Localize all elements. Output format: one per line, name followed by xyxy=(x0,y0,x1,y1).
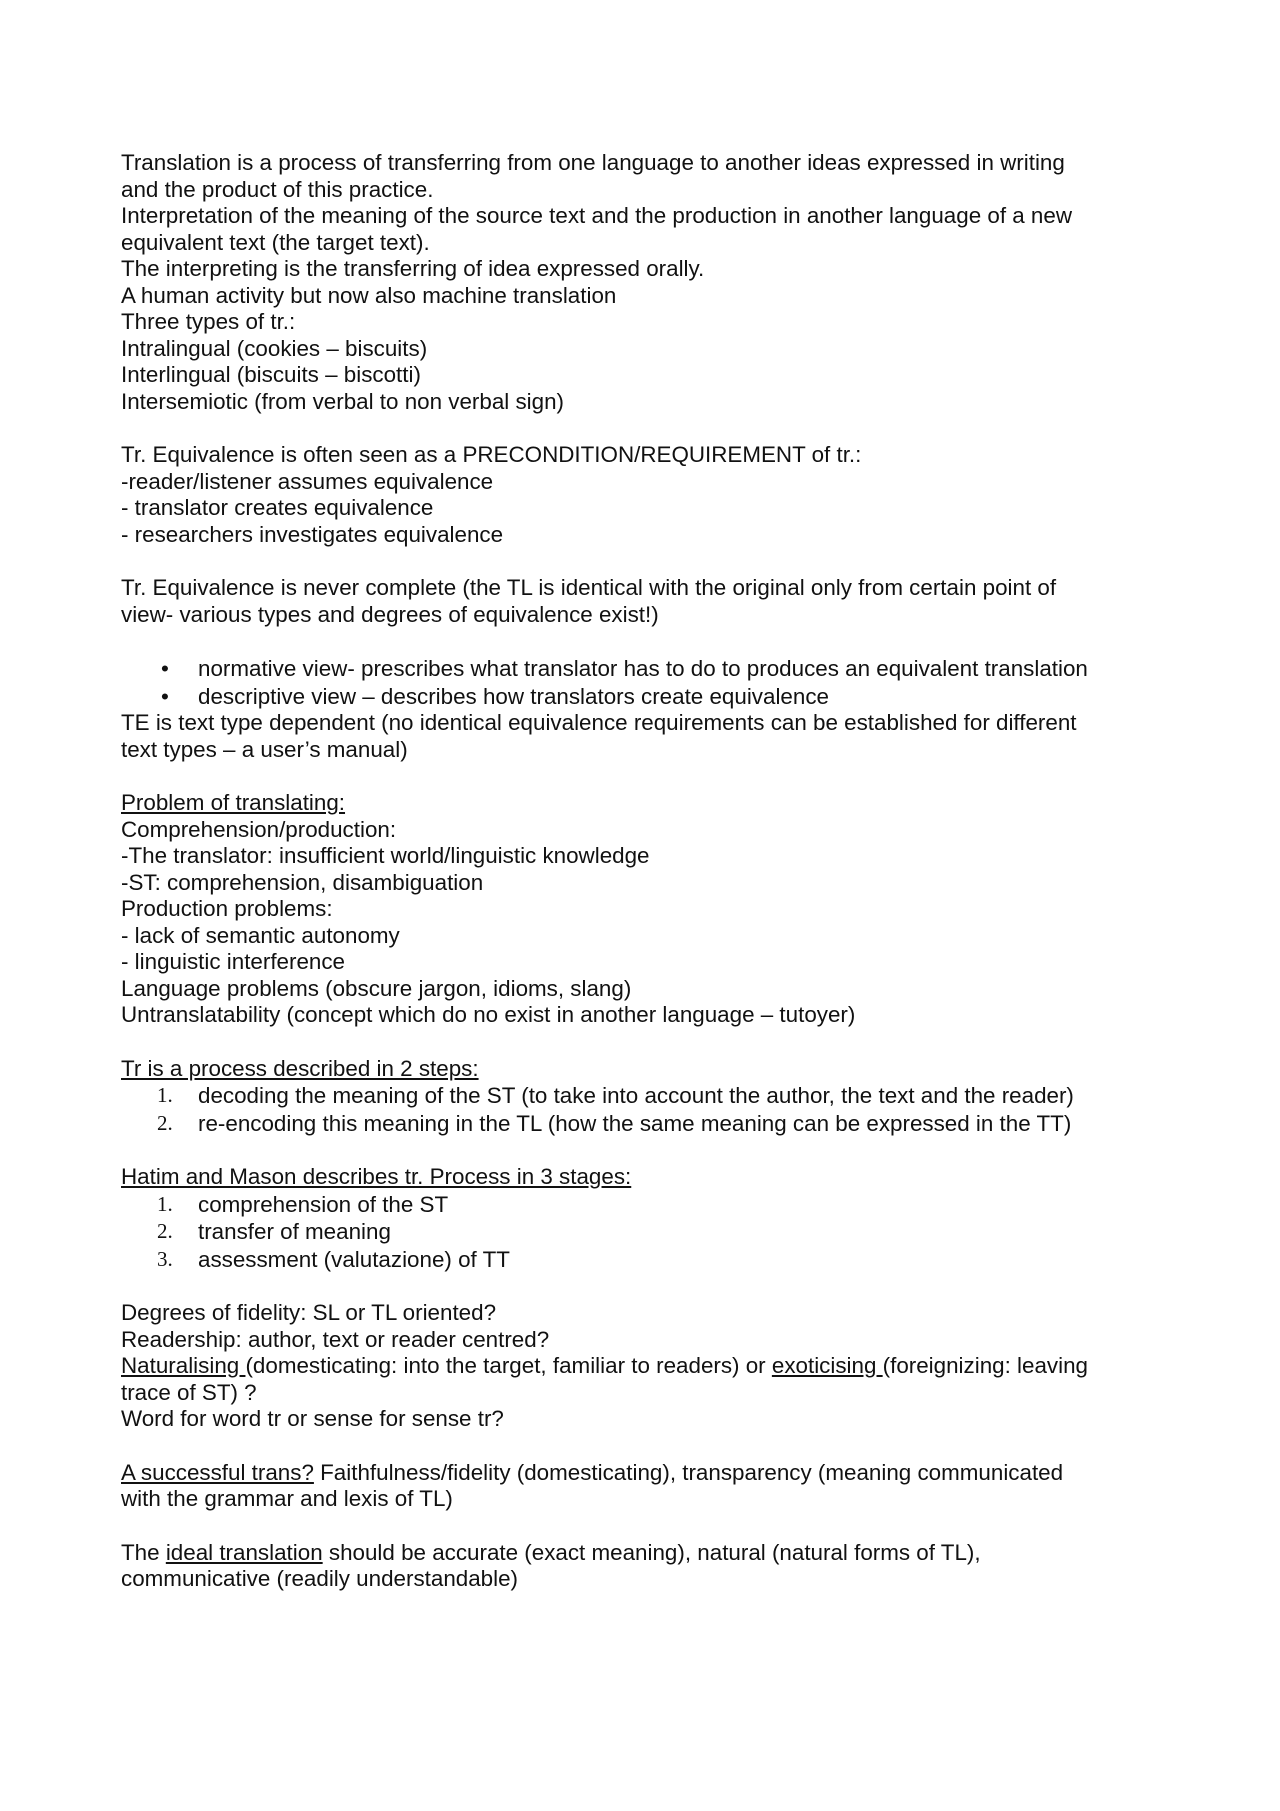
fidelity-line: Degrees of fidelity: SL or TL oriented? xyxy=(121,1300,497,1325)
list-item-text: comprehension of the ST xyxy=(198,1191,449,1217)
text-type-section xyxy=(121,710,1181,763)
ideal-section xyxy=(121,1540,1181,1593)
list-number: 1. xyxy=(157,1083,173,1107)
successful-section xyxy=(121,1460,1181,1513)
fidelity-line: Word for word tr or sense for sense tr? xyxy=(121,1406,504,1431)
successful-line: with the grammar and lexis of TL) xyxy=(121,1486,453,1511)
bullet-icon: • xyxy=(161,656,169,681)
successful-line xyxy=(121,1460,1181,1487)
ideal-text: should be accurate (exact meaning), natural (natural forms of TL), xyxy=(322,1539,981,1565)
list-item xyxy=(121,683,1181,711)
problems-line: - lack of semantic autonomy xyxy=(121,922,400,948)
list-item xyxy=(121,1082,1181,1110)
three-stages-list xyxy=(121,1191,1181,1274)
successful-text: Faithfulness/fidelity (domesticating), transparency (meaning communicated xyxy=(313,1459,1064,1485)
problems-line: Language problems (obscure jargon, idioms, slang) xyxy=(121,975,632,1001)
three-stages-section xyxy=(121,1164,1181,1273)
intro-line: equivalent text (the target text). xyxy=(121,229,430,255)
list-item xyxy=(121,1246,1181,1274)
problems-line: Production problems: xyxy=(121,896,333,921)
two-steps-list xyxy=(121,1082,1181,1137)
successful-term: A successful trans? xyxy=(121,1459,314,1485)
exoticising-description: (foreignizing: leaving xyxy=(882,1353,1089,1378)
equivalence-incomplete-line: view- various types and degrees of equivalence exist!) xyxy=(121,601,659,627)
problems-line: Comprehension/production: xyxy=(121,816,397,842)
list-item-text: transfer of meaning xyxy=(198,1219,391,1244)
section-heading: Hatim and Mason describes tr. Process in 3 stages: xyxy=(121,1164,632,1189)
ideal-line: communicative (readily understandable) xyxy=(121,1566,519,1591)
equivalence-line: Tr. Equivalence is often seen as a PRECONDITION/REQUIREMENT of tr.: xyxy=(121,442,862,467)
list-number: 2. xyxy=(157,1110,173,1135)
exoticising-term: exoticising xyxy=(771,1353,883,1378)
equivalence-line: -reader/listener assumes equivalence xyxy=(121,468,494,494)
problems-line: Untranslatability (concept which do no exist in another language – tutoyer) xyxy=(121,1002,856,1027)
list-item-text: assessment (valutazione) of TT xyxy=(198,1246,510,1272)
intro-line: Intralingual (cookies – biscuits) xyxy=(121,335,428,361)
text-type-line: text types – a user’s manual) xyxy=(121,736,408,762)
naturalising-term: Naturalising xyxy=(121,1353,246,1378)
equivalence-incomplete-section xyxy=(121,575,1181,628)
text-type-line: TE is text type dependent (no identical equivalence requirements can be established for different xyxy=(121,710,1077,735)
intro-line: Intersemiotic (from verbal to non verbal sign) xyxy=(121,388,565,414)
intro-line: and the product of this practice. xyxy=(121,176,434,202)
list-item-text: normative view- prescribes what translator has to do to produces an equivalent translation xyxy=(198,656,1088,681)
equivalence-line: - researchers investigates equivalence xyxy=(121,521,504,547)
list-item xyxy=(121,655,1181,683)
equivalence-incomplete-line: Tr. Equivalence is never complete (the TL is identical with the original only from certain point of xyxy=(121,575,1057,600)
list-number: 2. xyxy=(157,1219,173,1243)
ideal-prefix: The xyxy=(121,1539,166,1565)
document-page xyxy=(121,150,1181,1620)
list-number: 1. xyxy=(157,1191,173,1216)
ideal-line xyxy=(121,1540,1181,1567)
section-heading: Problem of translating: xyxy=(121,790,346,815)
list-item xyxy=(121,1191,1181,1219)
fidelity-line: Readership: author, text or reader centred? xyxy=(121,1326,550,1352)
intro-line: Translation is a process of transferring from one language to another ideas expressed in writing xyxy=(121,150,1065,175)
equivalence-line: - translator creates equivalence xyxy=(121,495,434,520)
intro-line: Interlingual (biscuits – biscotti) xyxy=(121,362,421,387)
list-item xyxy=(121,1218,1181,1246)
naturalising-description: (domesticating: into the target, familiar to readers) or xyxy=(245,1353,772,1378)
fidelity-line xyxy=(121,1353,1181,1380)
list-item-text: descriptive view – describes how translators create equivalence xyxy=(198,683,829,709)
section-heading: Tr is a process described in 2 steps: xyxy=(121,1055,479,1081)
intro-line: A human activity but now also machine translation xyxy=(121,282,617,308)
equivalence-precondition-section xyxy=(121,442,1181,548)
problems-line: -ST: comprehension, disambiguation xyxy=(121,869,484,895)
intro-line: Interpretation of the meaning of the source text and the production in another language of a new xyxy=(121,203,1073,228)
intro-line: Three types of tr.: xyxy=(121,309,296,334)
fidelity-section xyxy=(121,1300,1181,1433)
problems-section xyxy=(121,790,1181,1029)
intro-section xyxy=(121,150,1181,415)
list-number: 3. xyxy=(157,1246,173,1271)
problems-line: - linguistic interference xyxy=(121,949,346,974)
intro-line: The interpreting is the transferring of idea expressed orally. xyxy=(121,256,705,281)
problems-line: -The translator: insufficient world/linguistic knowledge xyxy=(121,843,650,868)
list-item-text: decoding the meaning of the ST (to take into account the author, the text and the reader) xyxy=(198,1083,1074,1108)
two-steps-section xyxy=(121,1056,1181,1138)
list-item xyxy=(121,1110,1181,1138)
list-item-text: re-encoding this meaning in the TL (how the same meaning can be expressed in the TT) xyxy=(198,1110,1072,1136)
views-list xyxy=(121,655,1181,710)
bullet-icon: • xyxy=(161,683,169,709)
ideal-term: ideal translation xyxy=(165,1539,323,1565)
fidelity-line: trace of ST) ? xyxy=(121,1379,257,1405)
